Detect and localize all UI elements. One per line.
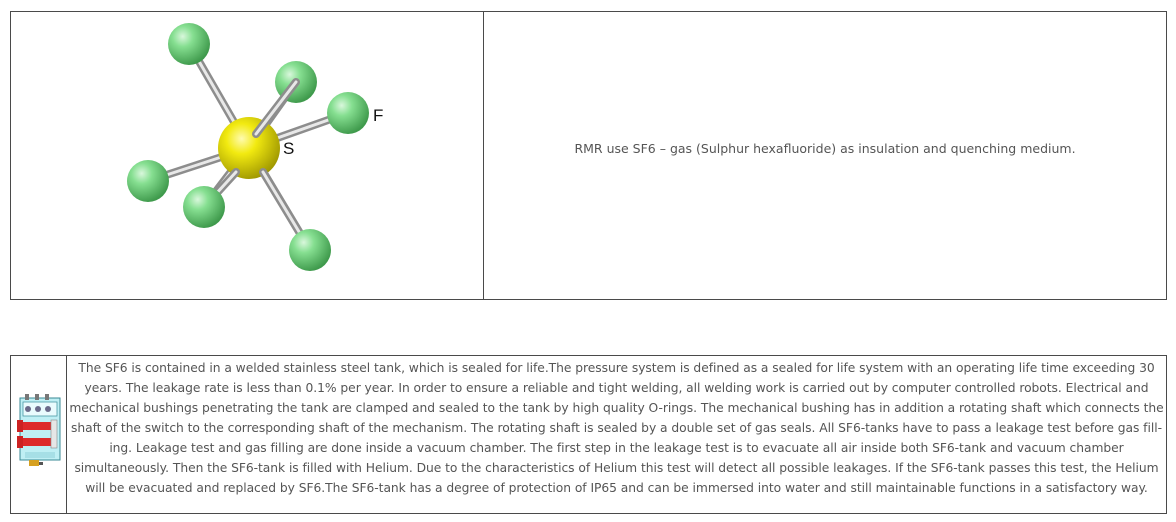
tank-icon-cell	[11, 356, 67, 513]
intro-text-cell	[484, 12, 1166, 299]
sf6-molecule-cell	[11, 12, 484, 299]
fluorine-atom	[289, 229, 331, 271]
sf6-intro-table	[10, 11, 1167, 300]
fluorine-atom	[327, 92, 369, 134]
fluorine-label: F	[373, 106, 384, 125]
fluorine-atom	[168, 23, 210, 65]
sf6-tank-diagram-icon	[11, 356, 67, 513]
tank-description: The SF6 is contained in a welded stainless steel tank, which is sealed for life.The pressure system is defined as a sealed for life system with an operating life time exceeding 30 years. The leakage rate is less than 0.1% per year. In order to ensure a reliable and tight welding, all welding work is carried out by computer controlled robots. Electrical and mechanical bushings penetrating the tank are clamped and sealed to the tank by high quality O-rings. The mechanical bushing has in addition a rotating shaft which connects the shaft of the switch to the corresponding shaft of the mechanism. The rotating shaft is sealed by a double set of gas seals. All SF6-tanks have to pass a leakage test before gas fill-ing. Leakage test and gas filling are done inside a vacuum chamber. The first step in the leakage test is to evacuate all air inside both SF6-tank and vacuum chamber simultaneously. Then the SF6-tank is filled with Helium. Due to the characteristics of Helium this test will detect all possible leakages. If the SF6-tank passes this test, the Helium will be evacuated and replaced by SF6.The SF6-tank has a degree of protection of IP65 and can be immersed into water and still maintainable functions in a satisfactory way.	[69, 361, 1164, 495]
sf6-tank-table	[10, 355, 1167, 514]
sf6-molecule-image	[11, 12, 484, 299]
fluorine-atom	[183, 186, 225, 228]
fluorine-atom	[127, 160, 169, 202]
sulfur-label: S	[283, 139, 295, 158]
intro-text: RMR use SF6 – gas (Sulphur hexafluoride) as insulation and quenching medium.	[574, 141, 1076, 156]
sulfur-atom	[218, 117, 280, 179]
